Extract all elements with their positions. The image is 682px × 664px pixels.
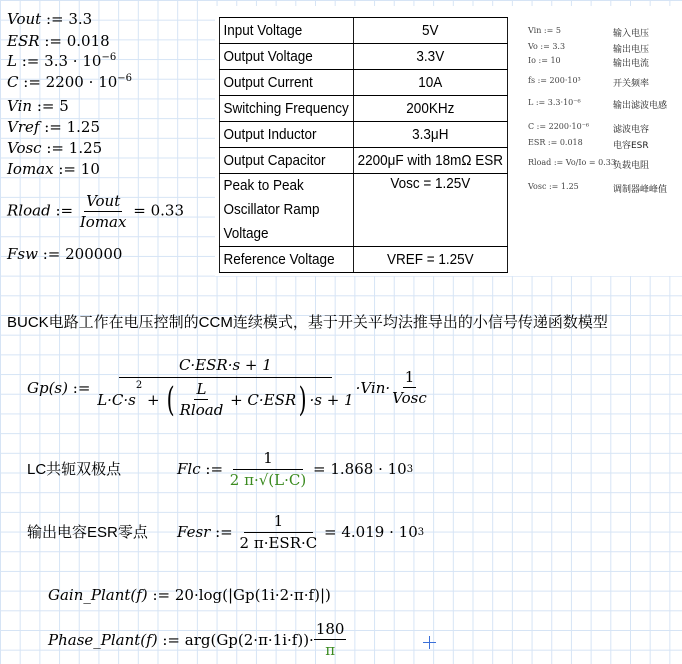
side-note: Vo := 3.3 输出电压 (528, 42, 650, 55)
side-note: Vosc := 1.25 调制器峰峰值 (528, 182, 668, 195)
def-esr[interactable]: ESR := 0.018 (7, 32, 110, 50)
side-note: fs := 200·10³ 开关频率 (528, 76, 650, 89)
phase-plant-equation[interactable]: Phase_Plant(f) := arg(Gp(2·π·1i·f))· $\frac{180}{\pi}$ (48, 620, 345, 659)
section-heading[interactable]: BUCK电路工作在电压控制的CCM连续模式，基于开关平均法推导出的小信号传递函数模型 (7, 314, 608, 331)
crosshair-cursor-icon[interactable] (423, 636, 436, 649)
gain-plant-equation[interactable]: Gain_Plant(f) := 20·log(|Gp(1i·2·π·f)|) (48, 586, 331, 604)
table-row: Switching Frequency 200KHz (219, 96, 507, 122)
fesr-equation[interactable]: Fesr := $\frac{1}{\text{2 π·ESR·C}}$ = 4.019 · 10 3 (177, 512, 425, 552)
def-rload[interactable]: Rload := $\frac{\text{Vout}}{Iomax}$ = 0.33 (7, 192, 184, 231)
gp-equation[interactable]: Gp(s) := C·ESR·s + 1 L·C·s $^2$ + ( $\frac{L}{\text{Rload}}$ + C·ESR ) ·s + 1 ·Vin· $\frac{1}{\text{Vosc}}$ (27, 356, 427, 420)
spec-image-panel (215, 6, 682, 276)
table-row: Input Voltage 5V (219, 18, 507, 44)
table-row: Output Current 10A (219, 70, 507, 96)
def-vref[interactable]: Vref := 1.25 (7, 118, 101, 136)
table-row: Output Inductor 3.3μH (219, 122, 507, 148)
table-row: Reference Voltage VREF = 1.25V (219, 247, 507, 273)
table-row: Output Voltage 3.3V (219, 44, 507, 70)
def-vout[interactable]: Vout := 3.3 (7, 10, 93, 28)
def-iomax[interactable]: Iomax := 10 (7, 160, 100, 178)
side-note: C := 2200·10⁻⁶ 滤波电容 (528, 122, 650, 135)
table-row: Output Capacitor 2200μF with 18mΩ ESR (219, 148, 507, 174)
def-vosc[interactable]: Vosc := 1.25 (7, 139, 103, 157)
rload-fraction: $\frac{\text{Vout}}{Iomax}$ (79, 192, 127, 231)
gp-main-fraction: C·ESR·s + 1 L·C·s $^2$ + ( $\frac{L}{\text{Rload}}$ + C·ESR ) ·s + 1 (97, 356, 354, 420)
flc-equation[interactable]: Flc := $\frac{1}{2 \pi\cdot√(L\cdot C)}$ = 1.868 · 10 3 (177, 449, 414, 489)
side-note: ESR := 0.018 电容ESR (528, 138, 649, 151)
side-note: Rload := Vo/Io = 0.33 负载电阻 (528, 158, 650, 171)
side-note: Io := 10 输出电流 (528, 56, 650, 69)
table-row: Peak to Peak Oscillator Ramp Voltage Vosc = 1.25V (219, 174, 507, 247)
def-vin[interactable]: Vin := 5 (7, 97, 69, 115)
def-c[interactable]: C := $2200 \cdot 10^{-6}$ (7, 73, 133, 91)
def-fsw[interactable]: Fsw := 200000 (7, 245, 123, 263)
def-l[interactable]: L := $3.3 \cdot 10^{-6}$ (7, 52, 117, 70)
side-note: L := 3.3·10⁻⁶ 输出滤波电感 (528, 98, 668, 111)
side-note: Vin := 5 输入电压 (528, 26, 650, 39)
fesr-label: 输出电容ESR零点 (27, 524, 148, 541)
spec-table (219, 17, 508, 273)
flc-label: LC共轭双极点 (27, 461, 122, 478)
